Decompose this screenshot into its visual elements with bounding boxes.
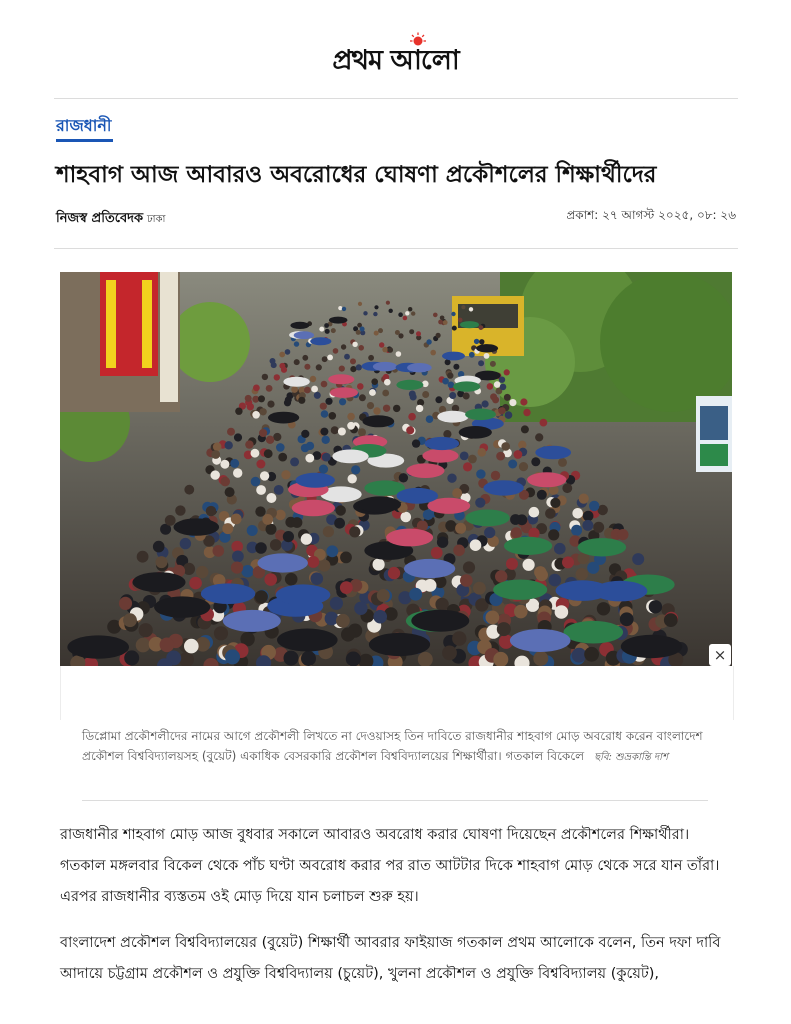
prothom-alo-logo[interactable] — [332, 30, 458, 85]
divider — [54, 248, 738, 249]
close-icon[interactable]: × — [709, 644, 731, 666]
article-headline: শাহবাগ আজ আবারও অবরোধের ঘোষণা প্রকৌশলের শিক্ষার্থীদের — [56, 162, 657, 188]
caption-text: ডিপ্লোমা প্রকৌশলীদের নামের আগে প্রকৌশলী লিখতে না দেওয়াসহ তিন দাবিতে রাজধানীর শাহবাগ মোড় অবরোধ করেন বাংলাদেশ প্রকৌশল বিশ্ববিদ্যালয়সহ (বুয়েট) একাধিক বেসরকারি প্রকৌশল বিশ্ববিদ্যালয়ের শিক্ষার্থীরা। গতকাল বিকেলে — [82, 729, 703, 763]
caption-spacer — [60, 666, 734, 720]
section-link[interactable]: রাজধানী — [56, 116, 112, 135]
article-paragraph: রাজধানীর শাহবাগ মোড় আজ বুধবার সকালে আবারও অবরোধ করার ঘোষণা দিয়েছেন প্রকৌশলের শিক্ষার্থীরা। গতকাল মঙ্গলবার বিকেল থেকে পাঁচ ঘণ্টা অবরোধ করার পর রাত আটটার দিকে শাহবাগ মোড় থেকে সরে যান তাঁরা। এরপর রাজধানীর ব্যস্ততম ওই মোড় দিয়ে যান চলাচল শুরু হয়। — [60, 827, 720, 905]
masthead — [0, 30, 791, 80]
author-location: ঢাকা — [146, 214, 166, 225]
photo-credit: ছবি: শুভ্রকান্তি দাশ — [594, 752, 668, 763]
section-underline — [56, 139, 113, 142]
photo-caption — [82, 726, 710, 768]
divider — [54, 98, 738, 99]
article-photo[interactable] — [60, 272, 732, 666]
logo-text: প্রথম আলো — [332, 45, 459, 76]
sun-icon — [410, 32, 426, 48]
byline — [56, 209, 165, 230]
divider — [82, 800, 708, 801]
crowd-photo-illustration — [60, 272, 732, 666]
published-date: প্রকাশ: ২৭ আগস্ট ২০২৫, ০৮: ২৬ — [566, 208, 736, 222]
author-name[interactable]: নিজস্ব প্রতিবেদক — [56, 211, 144, 226]
article-paragraph: বাংলাদেশ প্রকৌশল বিশ্ববিদ্যালয়ের (বুয়েট) শিক্ষার্থী আবরার ফাইয়াজ গতকাল প্রথম আলোকে বলেন, তিন দফা দাবি আদায়ে চট্টগ্রাম প্রকৌশল ও প্রযুক্তি বিশ্ববিদ্যালয় (চুয়েট), খুলনা প্রকৌশল ও প্রযুক্তি বিশ্ববিদ্যালয় (কুয়েট), — [60, 935, 721, 982]
